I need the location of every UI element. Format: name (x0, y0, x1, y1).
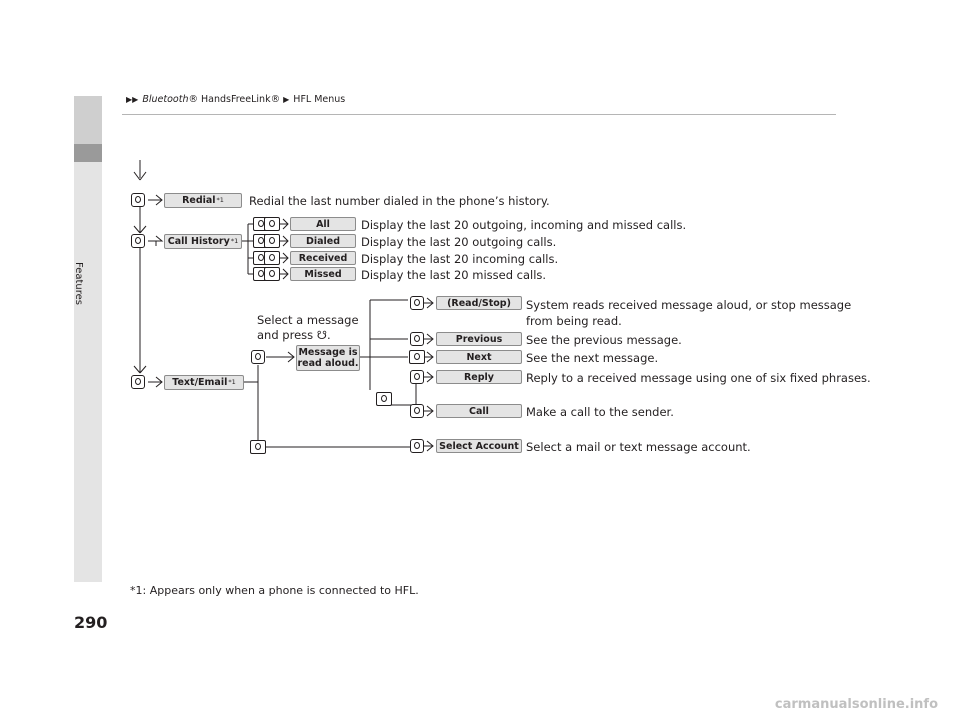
redial-note: *1 (216, 195, 224, 204)
select-message-note: Select a message and press ☋. (257, 313, 359, 342)
knob-press-icon (131, 234, 145, 248)
knob-press-icon (410, 370, 424, 384)
voice-press-icon: ☋ (316, 328, 327, 342)
rotate-knob-icon (250, 440, 266, 454)
breadcrumb-item-hfl-menus[interactable]: HFL Menus (293, 94, 346, 105)
knob-press-icon (131, 193, 145, 207)
call-history-all-description: Display the last 20 outgoing, incoming and missed calls. (361, 218, 687, 232)
rotate-knob-icon (264, 234, 280, 248)
select-account-button[interactable]: Select Account (436, 439, 522, 453)
rotate-knob-icon (264, 217, 280, 231)
text-email-note: *1 (228, 377, 236, 386)
knob-press-icon (251, 350, 265, 364)
select-account-description: Select a mail or text message account. (526, 440, 751, 454)
call-history-all-button[interactable]: All (290, 217, 356, 231)
voice-button-icon (410, 439, 424, 453)
breadcrumb-arrow-icon: ▶ (283, 95, 290, 104)
breadcrumb-item-hfl-suffix[interactable]: ® HandsFreeLink® (188, 94, 281, 105)
page-number: 290 (74, 613, 108, 632)
section-tab-label: Features (73, 262, 84, 305)
watermark: carmanualsonline.info (774, 697, 938, 712)
next-description: See the next message. (526, 351, 659, 365)
call-history-note: *1 (230, 236, 239, 245)
text-email-button[interactable] (164, 375, 244, 390)
call-history-received-description: Display the last 20 incoming calls. (361, 252, 559, 266)
next-button[interactable]: Next (436, 350, 522, 364)
call-history-button[interactable] (164, 234, 242, 249)
call-sender-description: Make a call to the sender. (526, 405, 674, 419)
text-email-label: Text/Email (172, 377, 228, 388)
message-box-line1: Message is (298, 347, 358, 358)
select-message-line2: and press (257, 328, 314, 342)
redial-label: Redial (182, 195, 216, 206)
knob-press-icon (131, 375, 145, 389)
footnote: *1: Appears only when a phone is connected to HFL. (130, 584, 419, 597)
reply-button[interactable]: Reply (436, 370, 522, 384)
call-sender-button[interactable]: Call (436, 404, 522, 418)
call-history-missed-button[interactable]: Missed (290, 267, 356, 281)
call-history-received-button[interactable]: Received (290, 251, 356, 265)
rotate-knob-icon (376, 392, 392, 406)
previous-button[interactable]: Previous (436, 332, 522, 346)
select-message-line1: Select a message (257, 313, 359, 327)
read-stop-description-line2: from being read. (526, 314, 622, 328)
rotate-knob-icon (409, 350, 425, 364)
read-stop-description-line1: System reads received message aloud, or stop message (526, 298, 852, 312)
message-box-line2: read aloud. (297, 358, 359, 369)
call-history-dialed-button[interactable]: Dialed (290, 234, 356, 248)
redial-button[interactable] (164, 193, 242, 208)
previous-description: See the previous message. (526, 333, 682, 347)
voice-button-icon (410, 296, 424, 310)
breadcrumb-item-bluetooth[interactable]: Bluetooth (142, 94, 189, 105)
knob-press-icon (410, 404, 424, 418)
reply-description: Reply to a received message using one of six fixed phrases. (526, 371, 871, 385)
redial-description: Redial the last number dialed in the phone’s history. (249, 194, 550, 208)
read-stop-description (526, 297, 851, 329)
knob-press-icon (410, 332, 424, 346)
call-history-missed-description: Display the last 20 missed calls. (361, 268, 547, 282)
read-stop-button[interactable]: (Read/Stop) (436, 296, 522, 310)
message-read-aloud-box (296, 345, 360, 371)
rotate-knob-icon (264, 267, 280, 281)
call-history-dialed-description: Display the last 20 outgoing calls. (361, 235, 557, 249)
breadcrumb-arrow-icon: ▶▶ (126, 95, 139, 104)
call-history-label: Call History (167, 236, 230, 247)
rotate-knob-icon (264, 251, 280, 265)
